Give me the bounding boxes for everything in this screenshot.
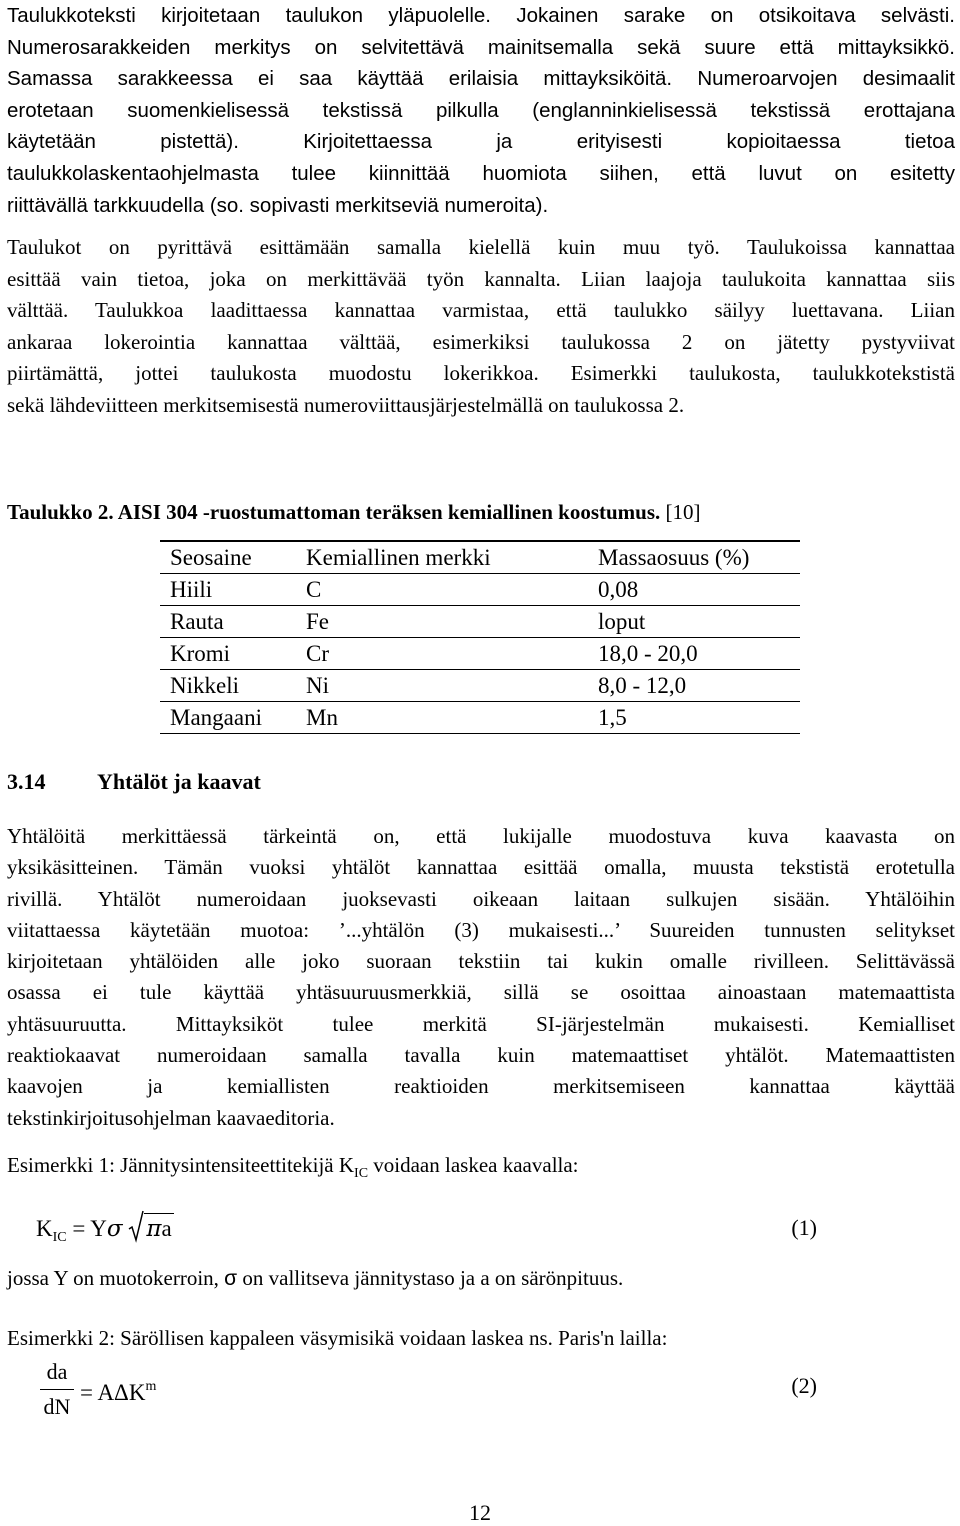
table-cell: Mangaani <box>160 702 296 734</box>
section-title: Yhtälöt ja kaavat <box>97 769 261 794</box>
column-header: Kemiallinen merkki <box>296 541 588 574</box>
explanation-text-before: jossa Y on muotokerroin, <box>7 1266 225 1290</box>
text-line: tekstinkirjoitusohjelman kaavaeditoria. <box>7 1105 335 1130</box>
table-row <box>160 638 800 670</box>
equation-2-number: (2) <box>791 1373 817 1398</box>
equation-1-equals: = Y <box>72 1216 107 1241</box>
fraction-denominator: dN <box>43 1394 71 1419</box>
table-cell: Kromi <box>160 638 296 670</box>
table-cell: Nikkeli <box>160 670 296 702</box>
column-header: Massaosuus (%) <box>588 541 800 574</box>
paragraph-equations <box>7 821 955 1134</box>
text-line: osassa ei tule käyttää yhtäsuuruusmerkkiä, sillä se osoittaa ainoastaan matemaattista <box>7 980 955 1005</box>
table-header-row <box>160 541 800 574</box>
text-line: piirtämättä, jottei taulukosta muodostu lokerikkoa. Esimerkki taulukosta, taulukkotekstistä <box>7 361 955 386</box>
example-1-intro-text: Esimerkki 1: Jännitysintensiteettitekijä K <box>7 1153 355 1177</box>
table-caption-reference: [10] <box>665 500 701 524</box>
equation-1-number: (1) <box>791 1215 817 1240</box>
text-line: Numerosarakkeiden merkitys on selvitettävä mainitsemalla sekä suure että mittayksikkö. <box>7 35 955 59</box>
square-root <box>128 1213 173 1244</box>
fraction-numerator: da <box>46 1359 68 1384</box>
paragraph-table-language <box>7 232 955 422</box>
table-row <box>160 702 800 734</box>
equation-2-rhs <box>80 1372 156 1408</box>
column-header: Seosaine <box>160 541 296 574</box>
text-line: viitattaessa käytetään muotoa: ’...yhtälön (3) mukaisesti...’ Suureiden tunnusten selitykset <box>7 917 955 942</box>
equation-1-sigma: σ <box>106 1216 123 1242</box>
equation-2-rhs-text: = AΔK <box>80 1380 146 1405</box>
text-line: taulukkolaskentaohjelmasta tulee kiinnittää huomiota siihen, että luvut on esitetty <box>7 161 955 185</box>
example-1-intro <box>7 1150 955 1190</box>
section-heading <box>7 767 261 797</box>
equation-1-lhs: K <box>36 1216 53 1241</box>
table-cell: loput <box>588 606 800 638</box>
table-row <box>160 606 800 638</box>
table-cell: Hiili <box>160 574 296 606</box>
section-number: 3.14 <box>7 769 46 794</box>
square-root-radicand <box>144 1213 173 1244</box>
equation-1 <box>36 1213 174 1253</box>
fraction-bar <box>40 1389 74 1390</box>
paragraph-table-guidelines <box>7 0 955 221</box>
table-row <box>160 670 800 702</box>
text-line: yksikäsitteinen. Tämän vuoksi yhtälöt kannattaa esittää omalla, muusta tekstistä erotetulla <box>7 855 955 880</box>
text-line: rivillä. Yhtälöt numeroidaan juoksevasti oikeaan laitaan sulkujen sisään. Yhtälöihin <box>7 886 955 911</box>
text-line: Yhtälöitä merkittäessä tärkeintä on, että lukijalle muodostuva kuva kaavasta on <box>7 824 955 848</box>
explanation-text-after: on vallitseva jännitystaso ja a on särönpituus. <box>237 1266 624 1290</box>
text-line: erotetaan suomenkielisessä tekstissä pilkulla (englanninkielisessä tekstissä erottajana <box>7 98 955 122</box>
text-line: sekä lähdeviitteen merkitsemisestä numeroviittausjärjestelmällä on taulukossa 2. <box>7 392 685 417</box>
equation-1-lhs-subscript: IC <box>52 1230 67 1245</box>
page-number: 12 <box>469 1500 491 1525</box>
composition-table <box>160 540 800 734</box>
text-line: reaktiokaavat numeroidaan samalla tavalla kuin matemaattiset yhtälöt. Matemaattisten <box>7 1043 955 1068</box>
text-line: Taulukot on pyrittävä esittämään samalla kielellä kuin muu työ. Taulukoissa kannattaa <box>7 235 955 259</box>
equation-1-a: a <box>161 1216 172 1241</box>
text-line: kirjoitetaan yhtälöiden alle joko suoraan tekstiin tai kukin omalle rivilleen. Selittävässä <box>7 949 955 974</box>
table-cell: 18,0 - 20,0 <box>588 638 800 670</box>
text-line: yhtäsuuruutta. Mittayksiköt tulee merkitä SI-järjestelmän mukaisesti. Kemialliset <box>7 1011 955 1036</box>
table-cell: Mn <box>296 702 588 734</box>
table-cell: 0,08 <box>588 574 800 606</box>
table-caption <box>7 497 701 527</box>
table-cell: C <box>296 574 588 606</box>
table-cell: 8,0 - 12,0 <box>588 670 800 702</box>
table-cell: 1,5 <box>588 702 800 734</box>
text-line: kaavojen ja kemiallisten reaktioiden merkitsemiseen kannattaa käyttää <box>7 1074 955 1099</box>
text-line: käytetään pistettä). Kirjoitettaessa ja erityisesti kopioitaessa tietoa <box>7 130 955 154</box>
table-cell: Ni <box>296 670 588 702</box>
equation-2-exponent: m <box>145 1379 157 1394</box>
text-line: esittää vain tietoa, joka on merkittävää työn kannalta. Liian laajoja taulukoita kannattaa siis <box>7 266 955 291</box>
table-caption-text: Taulukko 2. AISI 304 -ruostumattoman teräksen kemiallinen koostumus. <box>7 500 661 524</box>
table-cell: Cr <box>296 638 588 670</box>
radical-sign-icon <box>128 1209 144 1243</box>
table-cell: Rauta <box>160 606 296 638</box>
equation-1-explanation <box>7 1263 955 1295</box>
table-cell: Fe <box>296 606 588 638</box>
text-line: Taulukkoteksti kirjoitetaan taulukon yläpuolelle. Jokainen sarake on otsikoitava selvästi. <box>7 4 955 27</box>
explanation-sigma: σ <box>224 1267 238 1290</box>
example-2-intro-text: Esimerkki 2: Säröllisen kappaleen väsymisikä voidaan laskea ns. Paris'n lailla: <box>7 1326 668 1350</box>
example-2-intro <box>7 1323 955 1355</box>
text-line: Samassa sarakkeessa ei saa käyttää erilaisia mittayksiköitä. Numeroarvojen desimaalit <box>7 67 955 91</box>
equation-1-pi: π <box>146 1216 162 1242</box>
table-row <box>160 574 800 606</box>
equation-2-fraction <box>40 1357 74 1422</box>
text-line: riittävällä tarkkuudella (so. sopivasti merkitseviä numeroita). <box>7 193 549 217</box>
example-1-intro-tail: voidaan laskea kaavalla: <box>368 1153 579 1177</box>
example-1-intro-subscript: IC <box>354 1166 369 1181</box>
text-line: välttää. Taulukkoa laadittaessa kannattaa varmistaa, että taulukko säilyy luettavana. Liian <box>7 298 955 323</box>
text-line: ankaraa lokerointia kannattaa välttää, esimerkiksi taulukossa 2 on jätetty pystyviivat <box>7 329 955 354</box>
